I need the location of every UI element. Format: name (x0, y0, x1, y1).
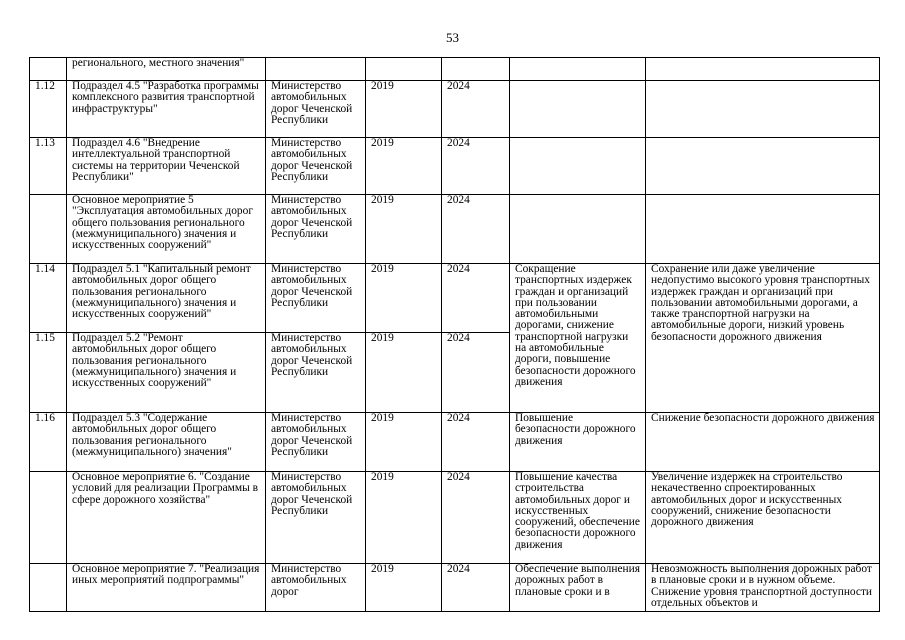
start-year (366, 58, 442, 81)
start-year: 2019 (366, 413, 442, 472)
table-row (30, 138, 880, 195)
table-row (30, 58, 880, 81)
end-year: 2024 (442, 472, 510, 564)
end-year: 2024 (442, 195, 510, 264)
start-year: 2019 (366, 81, 442, 138)
row-number (30, 472, 67, 564)
activity-name: Подраздел 5.3 "Содержание автомобильных дорог общего пользования регионального (межмуниципального) значения" (67, 413, 266, 472)
row-number (30, 564, 67, 612)
start-year: 2019 (366, 472, 442, 564)
table-row (30, 81, 880, 138)
expected-result: Обеспечение выполнения дорожных работ в плановые сроки и в (510, 564, 646, 612)
row-number (30, 58, 67, 81)
consequence (646, 195, 880, 264)
activity-name: Подраздел 4.5 "Разработка программы комплексного развития транспортной инфраструктуры" (67, 81, 266, 138)
activity-name: Основное мероприятие 7. "Реализация иных мероприятий подпрограммы" (67, 564, 266, 612)
consequence: Сохранение или даже увеличение недопустимо высокого уровня транспортных издержек граждан и организаций при пользовании автомобильными дорогами, а также транспортной нагрузки на автомобильные дороги, низкий уровень безопасности дорожного движения (646, 264, 880, 413)
responsible-executor: Министерство автомобильных дорог Чеченской Республики (266, 81, 366, 138)
start-year: 2019 (366, 333, 442, 413)
responsible-executor (266, 58, 366, 81)
responsible-executor: Министерство автомобильных дорог Чеченской Республики (266, 333, 366, 413)
end-year: 2024 (442, 333, 510, 413)
table-row (30, 564, 880, 612)
row-number: 1.16 (30, 413, 67, 472)
row-number: 1.13 (30, 138, 67, 195)
table-row (30, 195, 880, 264)
row-number: 1.12 (30, 81, 67, 138)
end-year: 2024 (442, 81, 510, 138)
consequence: Снижение безопасности дорожного движения (646, 413, 880, 472)
expected-result (510, 138, 646, 195)
end-year: 2024 (442, 564, 510, 612)
expected-result: Повышение качества строительства автомобильных дорог и искусственных сооружений, обеспечение безопасности дорожного движения (510, 472, 646, 564)
activity-name: Основное мероприятие 6. "Создание условий для реализации Программы в сфере дорожного хозяйства" (67, 472, 266, 564)
row-number: 1.15 (30, 333, 67, 413)
activity-name: Подраздел 5.1 "Капитальный ремонт автомобильных дорог общего пользования регионального (межмуниципального) значения и искусственных сооружений" (67, 264, 266, 333)
expected-result (510, 58, 646, 81)
start-year: 2019 (366, 138, 442, 195)
activity-name: Подраздел 5.2 "Ремонт автомобильных дорог общего пользования регионального (межмуниципального) значения и искусственных сооружений" (67, 333, 266, 413)
end-year: 2024 (442, 413, 510, 472)
start-year: 2019 (366, 264, 442, 333)
end-year (442, 58, 510, 81)
end-year: 2024 (442, 264, 510, 333)
table-row (30, 264, 880, 333)
responsible-executor: Министерство автомобильных дорог Чеченской Республики (266, 264, 366, 333)
page-number: 53 (446, 30, 459, 45)
program-activities-table (29, 57, 880, 612)
end-year: 2024 (442, 138, 510, 195)
consequence: Увеличение издержек на строительство некачественно спроектированных автомобильных дорог и искусственных сооружений, снижение безопасности дорожного движения (646, 472, 880, 564)
responsible-executor: Министерство автомобильных дорог Чеченской Республики (266, 472, 366, 564)
consequence (646, 58, 880, 81)
expected-result (510, 81, 646, 138)
consequence (646, 81, 880, 138)
expected-result: Повышение безопасности дорожного движения (510, 413, 646, 472)
table-row (30, 472, 880, 564)
responsible-executor: Министерство автомобильных дорог (266, 564, 366, 612)
row-number (30, 195, 67, 264)
start-year: 2019 (366, 195, 442, 264)
table-row (30, 413, 880, 472)
consequence: Невозможность выполнения дорожных работ в плановые сроки и в нужном объеме. Снижение уровня транспортной доступности отдельных объектов и (646, 564, 880, 612)
consequence (646, 138, 880, 195)
responsible-executor: Министерство автомобильных дорог Чеченской Республики (266, 413, 366, 472)
activity-name: Основное мероприятие 5 "Эксплуатация автомобильных дорог общего пользования регионального (межмуниципального) значения и искусственных сооружений" (67, 195, 266, 264)
activity-name: регионального, местного значения" (67, 58, 266, 81)
responsible-executor: Министерство автомобильных дорог Чеченской Республики (266, 195, 366, 264)
row-number: 1.14 (30, 264, 67, 333)
start-year: 2019 (366, 564, 442, 612)
expected-result: Сокращение транспортных издержек граждан и организаций при пользовании автомобильными дорогами, снижение транспортной нагрузки на автомобильные дороги, повышение безопасности дорожного движения (510, 264, 646, 413)
responsible-executor: Министерство автомобильных дорог Чеченской Республики (266, 138, 366, 195)
expected-result (510, 195, 646, 264)
activity-name: Подраздел 4.6 "Внедрение интеллектуальной транспортной системы на территории Чеченской Республики" (67, 138, 266, 195)
